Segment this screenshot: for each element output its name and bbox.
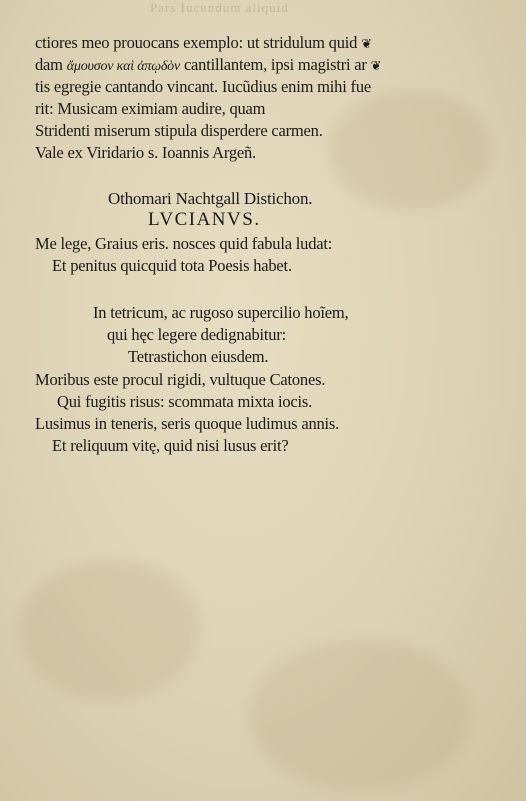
tetrastichon-verse-4: Et reliquum vitę, quid nisi lusus erit? [52,436,289,455]
paragraph-line-1: ctiores meo prouocans exemplo: ut stridulum quid ❦ [35,33,372,52]
paragraph-line-2: dam ἄμουσον καὶ ἀπῳδὸν cantillantem, ipsi magistri ar ❦ [35,55,382,74]
paragraph-line-5: Stridenti miserum stipula disperdere carmen. [35,121,323,140]
tetrastichon-intro-2: qui hęc legere dedignabitur: [107,325,287,344]
greek-phrase: ἄμουσον καὶ ἀπῳδὸν [66,59,180,74]
tetrastichon-verse-3: Lusimus in teneris, seris quoque ludimus annis. [35,414,340,433]
paragraph-line-3: tis egregie cantando vincant. Iucũdius enim mihi fue [35,77,371,96]
paper-stain [250,640,470,790]
fleuron-mark: ❦ [361,36,372,51]
tetrastichon-intro-3: Tetrastichon eiusdem. [128,347,269,366]
distichon-heading: Othomari Nachtgall Distichon. [108,189,313,208]
fleuron-mark: ❦ [370,58,382,73]
tetrastichon-verse-1: Moribus este procul rigidi, vultuque Catones. [35,370,326,389]
bleed-through-text: Pars Iucundum aliquid [150,0,289,15]
paragraph-line-6: Vale ex Viridario s. Ioannis Argeñ. [35,143,256,162]
paper-stain [20,560,200,700]
paragraph-line-4: rit: Musicam eximiam audire, quam [35,99,266,118]
distichon-verse-2: Et penitus quicquid tota Poesis habet. [52,256,292,275]
tetrastichon-verse-2: Qui fugitis risus: scommata mixta iocis. [57,392,313,411]
paper-stain [330,90,490,210]
tetrastichon-intro-1: In tetricum, ac rugoso supercilio hoĩem, [93,303,349,322]
distichon-verse-1: Me lege, Graius eris. nosces quid fabula ludat: [35,234,333,253]
distichon-name: LVCIANVS. [148,209,261,230]
